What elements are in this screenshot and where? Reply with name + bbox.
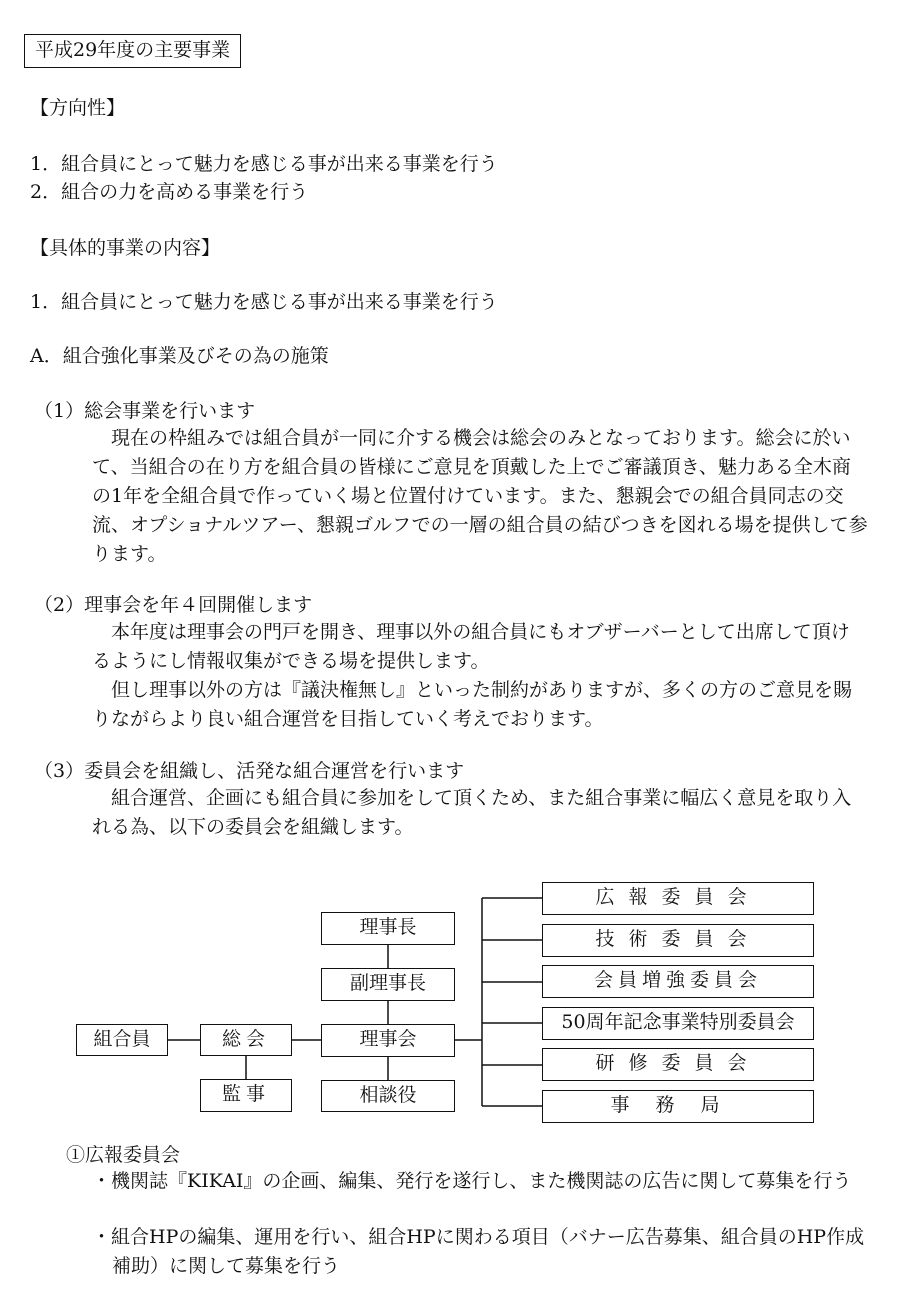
section-1-body: 現在の枠組みでは組合員が一同に介する機会は総会のみとなっております。総会に於いて、当組合の在り方を組合員の皆様にご意見を頂戴した上でご審議頂き、魅力ある全木商の1年を全組合員で作っていく場と位置付けています。また、懇親会での組合員同志の交流、オプショナルツアー、懇親ゴルフでの一層の組合員の結びつきを図れる場を提供して参ります。: [92, 427, 868, 565]
section-2-paragraph-2: 但し理事以外の方は『議決権無し』といった制約がありますが、多くの方のご意見を賜りながらより良い組合運営を目指していく考えでおります。: [92, 679, 853, 730]
section-3-heading: （3）委員会を組織し、活発な組合運営を行います: [34, 760, 465, 782]
direction-item-2: 2．組合の力を高める事業を行う: [30, 181, 309, 203]
committee-membership-box: 会員増強委員会: [542, 965, 814, 998]
secretariat-box: 事務局: [542, 1090, 814, 1123]
committee-tech-box: 技術委員会: [542, 924, 814, 957]
committee-50th-box: 50周年記念事業特別委員会: [542, 1007, 814, 1040]
details-item-1: 1．組合員にとって魅力を感じる事が出来る事業を行う: [30, 291, 498, 313]
section-2-paragraph-1: 本年度は理事会の門戸を開き、理事以外の組合員にもオブザーバーとして出席して頂けるようにし情報収集ができる場を提供します。: [92, 621, 850, 672]
direction-item-1: 1．組合員にとって魅力を感じる事が出来る事業を行う: [30, 153, 498, 175]
vice-chairman-box: 副理事長: [321, 968, 455, 1001]
committee-pr-box: 広報委員会: [542, 882, 814, 915]
section-3-body: 組合運営、企画にも組合員に参加をして頂くため、また組合事業に幅広く意見を取り入れる為、以下の委員会を組織します。: [92, 787, 852, 838]
advisor-box: 相談役: [321, 1080, 455, 1112]
pr-committee-heading: ①広報委員会: [66, 1144, 181, 1166]
board-box: 理事会: [321, 1024, 455, 1057]
section-a-heading: A．組合強化事業及びその為の施策: [30, 345, 329, 367]
page-title-box: 平成29年度の主要事業: [24, 34, 241, 68]
pr-bullet-1: ・機関誌『KIKAI』の企画、編集、発行を遂行し、また機関誌の広告に関して募集を行う: [92, 1170, 852, 1192]
details-heading: 【具体的事業の内容】: [30, 237, 221, 259]
general-meeting-box: 総会: [200, 1024, 292, 1056]
chairman-box: 理事長: [321, 912, 455, 945]
section-2-heading: （2）理事会を年４回開催します: [34, 594, 313, 616]
auditor-box: 監事: [200, 1079, 292, 1112]
section-1-heading: （1）総会事業を行います: [34, 400, 256, 422]
members-box: 組合員: [76, 1024, 168, 1056]
pr-bullet-2: ・組合HPの編集、運用を行い、組合HPに関わる項目（バナー広告募集、組合員のHP作成補助）に関して募集を行う: [92, 1226, 865, 1277]
committee-training-box: 研修委員会: [542, 1048, 814, 1081]
direction-heading: 【方向性】: [30, 97, 126, 119]
